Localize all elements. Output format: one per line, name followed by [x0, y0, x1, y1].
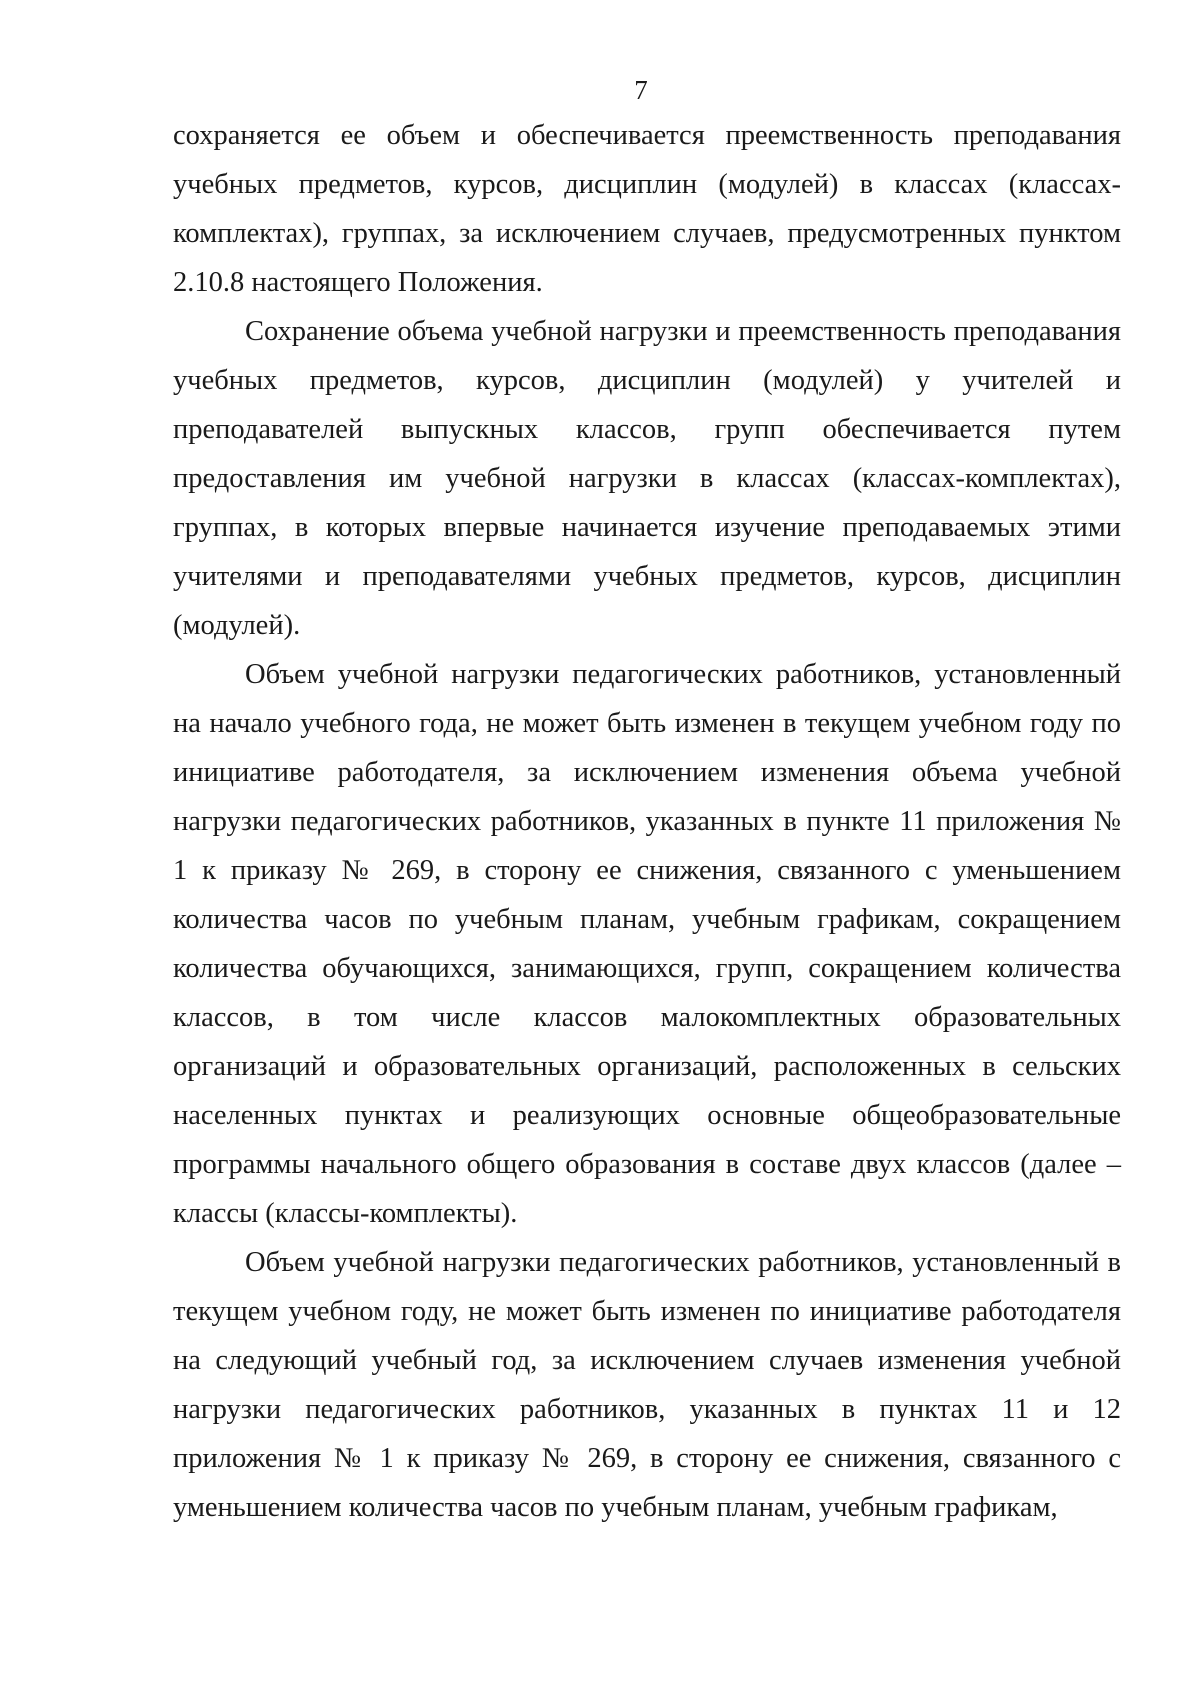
- paragraph: Сохранение объема учебной нагрузки и преемственность преподавания учебных предметов, курсов, дисциплин (модулей) у учителей и преподавателей выпускных классов, групп обеспечивается путем предоставления им учебной нагрузки в классах (классах-комплектах), группах, в которых впервые начинается изучение преподаваемых этими учителями и преподавателями учебных предметов, курсов, дисциплин (модулей).: [173, 316, 1121, 641]
- document-body: [173, 111, 1121, 1532]
- paragraph: Объем учебной нагрузки педагогических работников, установленный на начало учебного года, не может быть изменен в текущем учебном году по инициативе работодателя, за исключением изменения объема учебной нагрузки педагогических работников, указанных в пункте 11 приложения № 1 к приказу № 269, в сторону ее снижения, связанного с уменьшением количества часов по учебным планам, учебным графикам, сокращением количества обучающихся, занимающихся, групп, сокращением количества классов, в том числе классов малокомплектных образовательных организаций и образовательных организаций, расположенных в сельских населенных пунктах и реализующих основные общеобразовательные программы начального общего образования в составе двух классов (далее – классы (классы-комплекты).: [173, 659, 1121, 1229]
- paragraph: сохраняется ее объем и обеспечивается преемственность преподавания учебных предметов, курсов, дисциплин (модулей) в классах (классах-комплектах), группах, за исключением случаев, предусмотренных пунктом 2.10.8 настоящего Положения.: [173, 120, 1121, 298]
- paragraph: Объем учебной нагрузки педагогических работников, установленный в текущем учебном году, не может быть изменен по инициативе работодателя на следующий учебный год, за исключением случаев изменения учебной нагрузки педагогических работников, указанных в пунктах 11 и 12 приложения № 1 к приказу № 269, в сторону ее снижения, связанного с уменьшением количества часов по учебным планам, учебным графикам,: [173, 1247, 1121, 1523]
- page-number: 7: [634, 75, 648, 105]
